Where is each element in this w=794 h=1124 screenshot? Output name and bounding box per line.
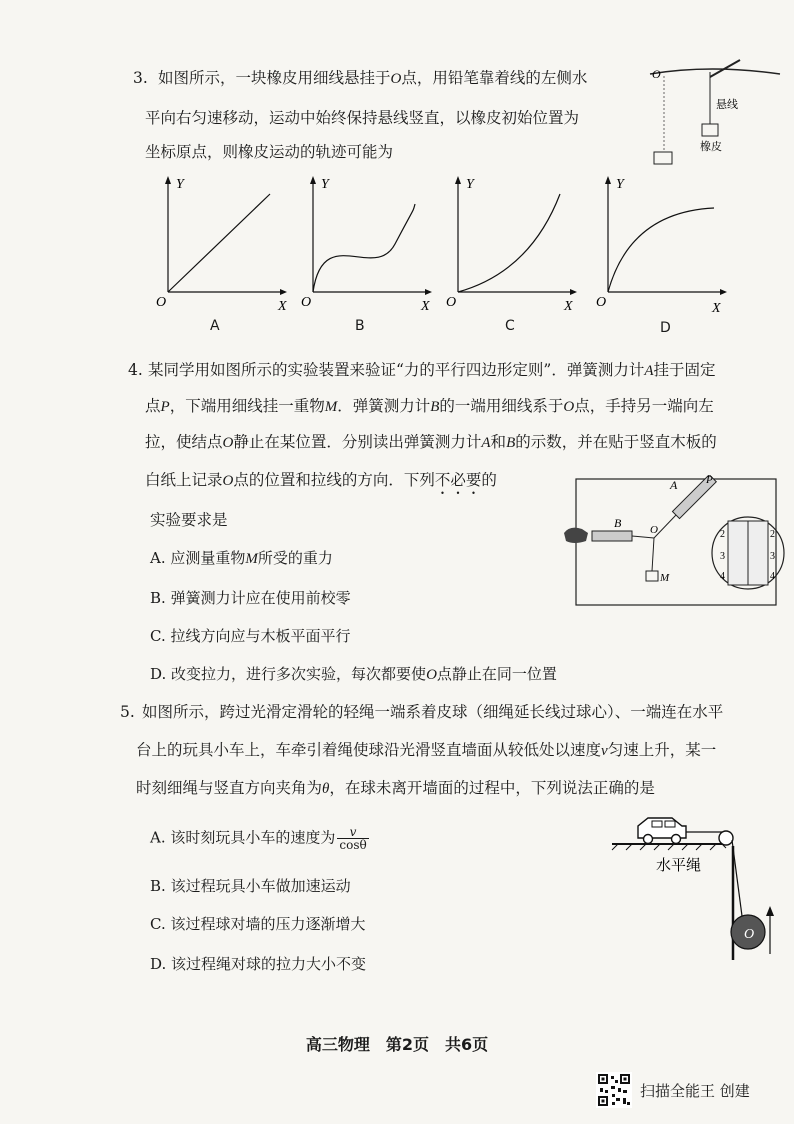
x-label: X [712,301,721,312]
car-wheel [672,835,681,844]
option-text: 该过程玩具小车做加速运动 [170,877,351,895]
option-label: C. [150,627,166,645]
q4-var: O [563,399,575,415]
q4-option-a [150,548,333,569]
y-arrow-icon [310,176,316,184]
q4-text: 拉，使结点 [145,433,223,451]
option-label: C. [150,915,166,933]
spring-balance-b [592,531,632,541]
q5-text: 匀速上升，某一 [607,741,717,759]
graph-a-letter: A [210,318,220,334]
option-label: A. [150,828,166,847]
q4-var: O [222,473,234,489]
graph-b [295,172,435,312]
label-p: P [706,475,713,486]
q4-text: 点 [145,397,161,415]
x-label: X [421,299,430,312]
q4-var: B [506,435,516,451]
x-arrow-icon [425,289,432,295]
hand-icon [564,528,588,543]
label-a: A [670,478,678,492]
q4-var: O [222,435,234,451]
x-label: X [278,299,287,312]
graph-b-letter: B [355,318,365,334]
y-arrow-icon [455,176,461,184]
q5-line2 [136,740,716,761]
q4-option-d [150,664,557,685]
scanner-watermark: 扫描全能王 创建 [640,1082,750,1100]
q5-var: v [601,743,608,759]
thread-b [632,536,654,538]
label-horizontal-rope: 水平绳 [656,858,702,874]
q3-text: 点，用铅笔靠着线的左侧水 [401,69,588,87]
q4-line2 [145,396,714,417]
q4-var: B [430,399,440,415]
weight-m [646,571,658,581]
option-text: 该过程绳对球的拉力大小不变 [171,955,367,973]
q5-option-c [150,914,366,934]
fraction-den: cosθ [339,838,367,852]
ball-center-label: O [744,927,755,942]
y-label: Y [321,177,329,192]
fig-label-line: 悬线 [716,99,738,111]
page-footer: 高三物理 第2页 共6页 [305,1035,489,1054]
q5-text: 台上的玩具小车上，车牵引着绳使球沿光滑竖直墙面从较低处以速度 [136,741,602,759]
q4-text: 点，手持另一端向左 [574,397,714,415]
scale-right-2: 2 [770,529,775,540]
q4-line1 [148,360,716,381]
q4-text: 某同学用如图所示的实验装置来验证“力的平行四边形定则”．弹簧测力计 [148,361,645,379]
origin-label: O [156,295,167,310]
q3-number: 3. [133,69,148,87]
option-text: 所受的重力 [257,549,333,567]
y-arrow-icon [605,176,611,184]
curve [168,194,270,292]
fig-o-label: O [652,67,661,81]
q4-text: ．弹簧测力计 [337,397,431,415]
q5-text: 时刻细绳与竖直方向夹角为 [136,779,323,797]
eraser [702,124,718,136]
q5-option-d [150,954,366,974]
label-o: O [650,524,658,536]
graph-c [440,172,580,312]
option-text: 改变拉力，进行多次实验，每次都要使 [171,665,427,683]
initial-eraser [654,152,672,164]
q4-var: A [644,363,654,379]
option-label: B. [150,877,166,895]
scale-left-2: 2 [720,529,725,540]
x-arrow-icon [280,289,287,295]
x-arrow-icon [720,289,727,295]
x-label: X [564,299,573,312]
q4-var: M [324,399,338,415]
option-label: A. [150,549,166,567]
label-m: M [660,572,670,584]
q4-line5: 实验要求是 [150,511,228,529]
q5-option-a [150,826,369,851]
q4-emphasis: 不必要 [434,471,482,489]
q4-var: P [160,399,170,415]
q5-option-b [150,876,351,896]
x-arrow-icon [570,289,577,295]
q5-text: ，在球未离开墙面的过程中，下列说法正确的是 [329,779,655,797]
q4-number: 4. [128,361,143,379]
origin-label: O [301,295,312,310]
option-text: 点静止在同一位置 [436,665,557,683]
q4-text: 点的位置和拉线的方向．下列 [233,471,435,489]
q4-text: 的示数，并在贴于竖直木板的 [515,433,717,451]
qr-code-icon [596,1072,632,1108]
car-wheel [644,835,653,844]
graph-c-letter: C [505,318,515,334]
q4-figure [560,475,785,610]
option-label: B. [150,589,166,607]
y-arrow-icon [165,176,171,184]
option-label: D. [150,665,167,683]
fraction-num: v [337,826,368,839]
origin-label: O [446,295,457,310]
option-var: M [245,551,258,567]
q3-text: 如图所示，一块橡皮用细线悬挂于 [158,69,391,87]
label-b: B [614,516,622,530]
graph-a [150,172,290,312]
thread-m [652,538,654,571]
y-label: Y [616,177,624,192]
origin-label: O [596,295,607,310]
option-label: D. [150,955,167,973]
q5-line1: 如图所示，跨过光滑定滑轮的轻绳一端系着皮球（细绳延长线过球心）、一端连在水平 [142,703,724,721]
q3-figure [640,52,790,172]
option-text: 拉线方向应与木板平面平行 [170,627,351,645]
option-text: 该时刻玩具小车的速度为 [170,828,336,847]
graph-d-letter: D [660,320,671,336]
option-text: 该过程球对墙的压力逐渐增大 [170,915,366,933]
q4-var: A [481,435,491,451]
q5-number: 5. [120,703,135,721]
q4-text: 的一端用细线系于 [439,397,564,415]
q3-line2: 平向右匀速移动，运动中始终保持悬线竖直，以橡皮初始位置为 [145,109,580,127]
q4-text: 挂于固定 [653,361,716,379]
q4-text: ，下端用细线挂一重物 [169,397,325,415]
q3-var-o: O [390,71,402,87]
y-label: Y [466,177,474,192]
q4-text: 的 [481,471,497,489]
q4-option-c [150,626,351,646]
scale-left-3: 3 [720,551,725,562]
curve [608,208,714,292]
up-arrow-icon [766,906,774,916]
option-text: 应测量重物 [170,549,246,567]
q4-text: 静止在某位置．分别读出弹簧测力计 [233,433,482,451]
curve [313,204,415,292]
q5-var: θ [322,781,330,797]
q4-text: 和 [490,433,507,451]
q3-line3: 坐标原点，则橡皮运动的轨迹可能为 [145,143,394,161]
q4-line3 [145,432,717,453]
scale-left-4: 4 [720,571,725,582]
graph-d [590,172,730,312]
q3-line1 [158,68,587,89]
q5-figure [608,808,778,968]
scale-right-4: 4 [770,571,775,582]
q5-line3 [136,778,655,799]
scale-right-3: 3 [770,551,775,562]
y-label: Y [176,177,184,192]
fig-label-eraser: 橡皮 [700,141,722,153]
q4-option-b [150,588,351,608]
q4-text: 白纸上记录 [145,471,223,489]
option-var: O [426,667,437,683]
fraction [337,826,368,851]
q4-line4 [145,470,497,498]
curve [458,194,560,292]
option-text: 弹簧测力计应在使用前校零 [170,589,351,607]
